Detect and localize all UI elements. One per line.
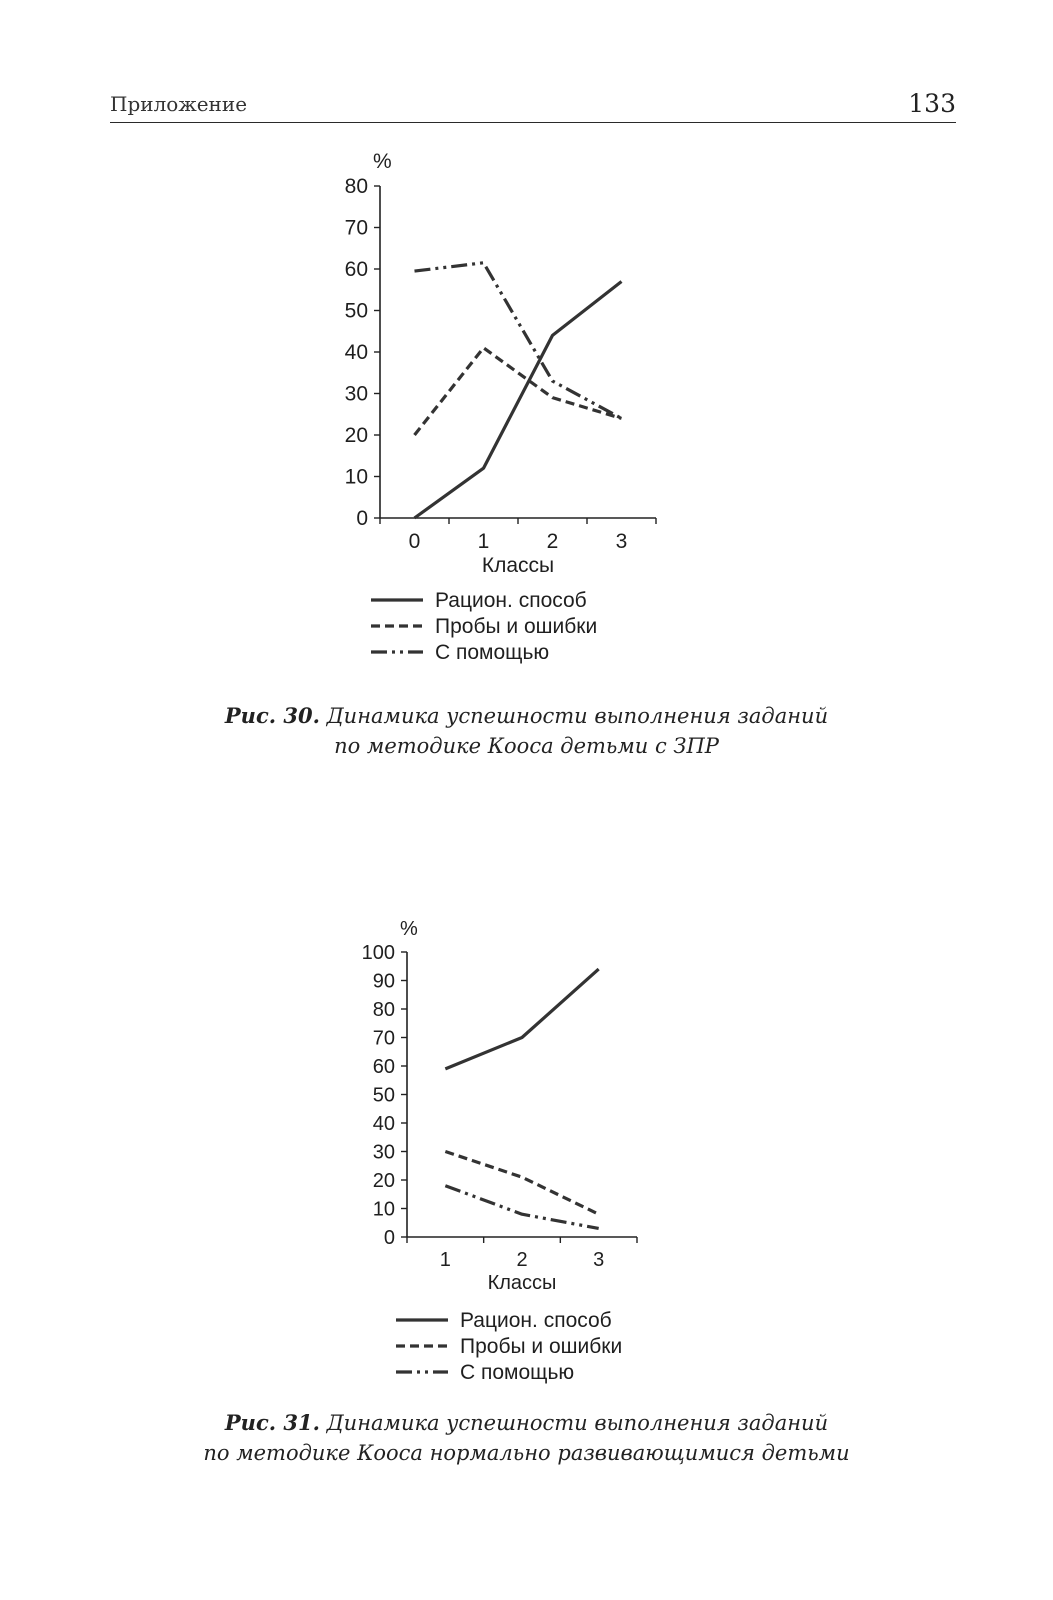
figure-30-title-line2: по методике Кооса детьми с ЗПР [334,734,719,758]
x-tick-label: 2 [516,1249,528,1271]
x-tick-label: 2 [546,530,559,553]
series-line-dashed [445,1152,598,1215]
figure-30-title-line1: Динамика успешности выполнения заданий [326,704,829,728]
legend-label: Пробы и ошибки [460,1335,623,1358]
y-tick-label: 40 [344,341,368,364]
y-tick-label: 90 [372,970,395,993]
y-tick-label: 70 [344,216,368,240]
figure-31-caption [0,1408,1053,1468]
y-tick-label: 40 [372,1113,395,1135]
figure-31-title-line1: Динамика успешности выполнения заданий [326,1411,829,1435]
y-tick-label: 50 [344,299,368,323]
y-tick-label: 10 [344,465,368,489]
figure-31-title-line2: по методике Кооса нормально развивающимися детьми [203,1441,850,1465]
legend-label: Пробы и ошибки [435,615,598,638]
legend-label: С помощью [460,1361,575,1384]
x-tick-label: 1 [477,530,490,553]
x-tick-label: 3 [615,530,628,553]
legend-label: Рацион. способ [460,1309,612,1332]
y-tick-label: 20 [344,424,368,447]
figure-30-number: Рис. 30. [224,703,320,728]
series-line-solid [445,969,598,1069]
y-tick-label: 30 [344,382,368,406]
x-axis-title: Классы [481,554,555,577]
y-tick-label: 100 [361,942,395,964]
running-head-section: Приложение [110,92,248,116]
y-tick-label: 50 [372,1084,395,1107]
y-unit-label: % [373,150,392,173]
series-line-dash-dot [445,1186,598,1229]
y-tick-label: 0 [383,1227,395,1249]
y-tick-label: 80 [344,175,368,198]
y-unit-label: % [400,918,418,940]
x-tick-label: 3 [593,1249,605,1271]
legend-label: С помощью [435,641,550,664]
x-axis-title: Классы [487,1272,557,1294]
page-number: 133 [908,89,956,118]
y-tick-label: 60 [372,1056,395,1078]
x-tick-label: 0 [408,530,421,553]
y-tick-label: 30 [372,1141,395,1164]
y-tick-label: 10 [372,1198,395,1221]
legend-label: Рацион. способ [435,589,587,612]
x-tick-label: 1 [439,1249,451,1271]
y-tick-label: 80 [372,999,395,1021]
y-tick-label: 20 [372,1170,395,1192]
y-tick-label: 60 [344,258,368,281]
figure-31-number: Рис. 31. [224,1410,320,1435]
y-tick-label: 0 [356,507,368,530]
y-tick-label: 70 [372,1027,395,1050]
